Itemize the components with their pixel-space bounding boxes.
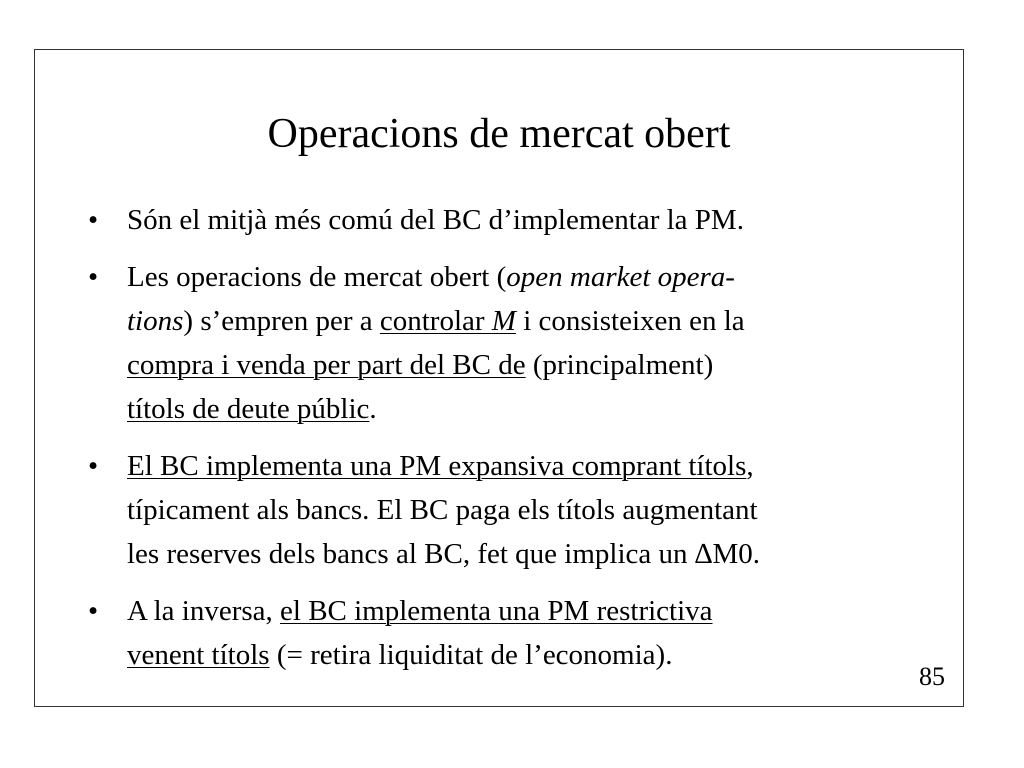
text-run: . (369, 393, 377, 425)
bullet-line (127, 633, 938, 677)
text-run: les reserves dels bancs al BC, fet que implica un (127, 538, 695, 570)
bullet-item-2 (88, 255, 938, 431)
text-run: (principalment) (525, 349, 714, 381)
bullet-line (127, 299, 938, 343)
text-run: i consisteixen en la (515, 305, 745, 337)
underlined-text-run: el BC implementa una PM restrictiva (280, 595, 713, 627)
slide-title: Operacions de mercat obert (267, 111, 731, 157)
bullet-marker: • (88, 450, 99, 482)
slide-frame (34, 49, 964, 707)
italic-text-run: M (491, 305, 516, 337)
text-run: Són el mitjà més comú del BC d’implementar la PM. (127, 204, 744, 236)
italic-text-run: tions (127, 305, 184, 337)
bullet-marker: • (88, 261, 99, 293)
bullet-line (127, 255, 938, 299)
underlined-text-run: El BC implementa una PM expansiva comprant títols (127, 450, 747, 482)
underlined-text-run: títols de deute públic (127, 393, 370, 425)
text-run: ∆M0. (694, 538, 761, 570)
underlined-text-run: venent títols (127, 639, 270, 671)
text-run: típicament als bancs. El BC paga els títols augmentant (127, 494, 758, 526)
bullet-item-4 (88, 589, 938, 677)
text-run: A la inversa, (127, 595, 281, 627)
text-run: , (746, 450, 754, 482)
underlined-text-run: compra i venda per part del BC de (127, 349, 526, 381)
text-run: Les operacions de mercat obert ( (127, 261, 507, 293)
bullet-marker: • (88, 595, 99, 627)
text-run: (= retira liquiditat de l’economia). (269, 639, 673, 671)
underlined-text-run (380, 305, 516, 337)
bullet-list (88, 198, 938, 690)
page-number: 85 (919, 662, 945, 691)
bullet-line (127, 198, 938, 242)
bullet-line (127, 343, 938, 387)
bullet-item-1 (88, 198, 938, 242)
text-run: controlar (379, 305, 492, 337)
text-run: ) s’empren per a (183, 305, 380, 337)
italic-text-run: open market opera- (506, 261, 735, 293)
bullet-item-3 (88, 444, 938, 576)
bullet-line (127, 444, 938, 488)
bullet-line (127, 387, 938, 431)
bullet-line (127, 589, 938, 633)
bullet-line (127, 488, 938, 532)
bullet-line (127, 532, 938, 576)
bullet-marker: • (88, 204, 99, 236)
